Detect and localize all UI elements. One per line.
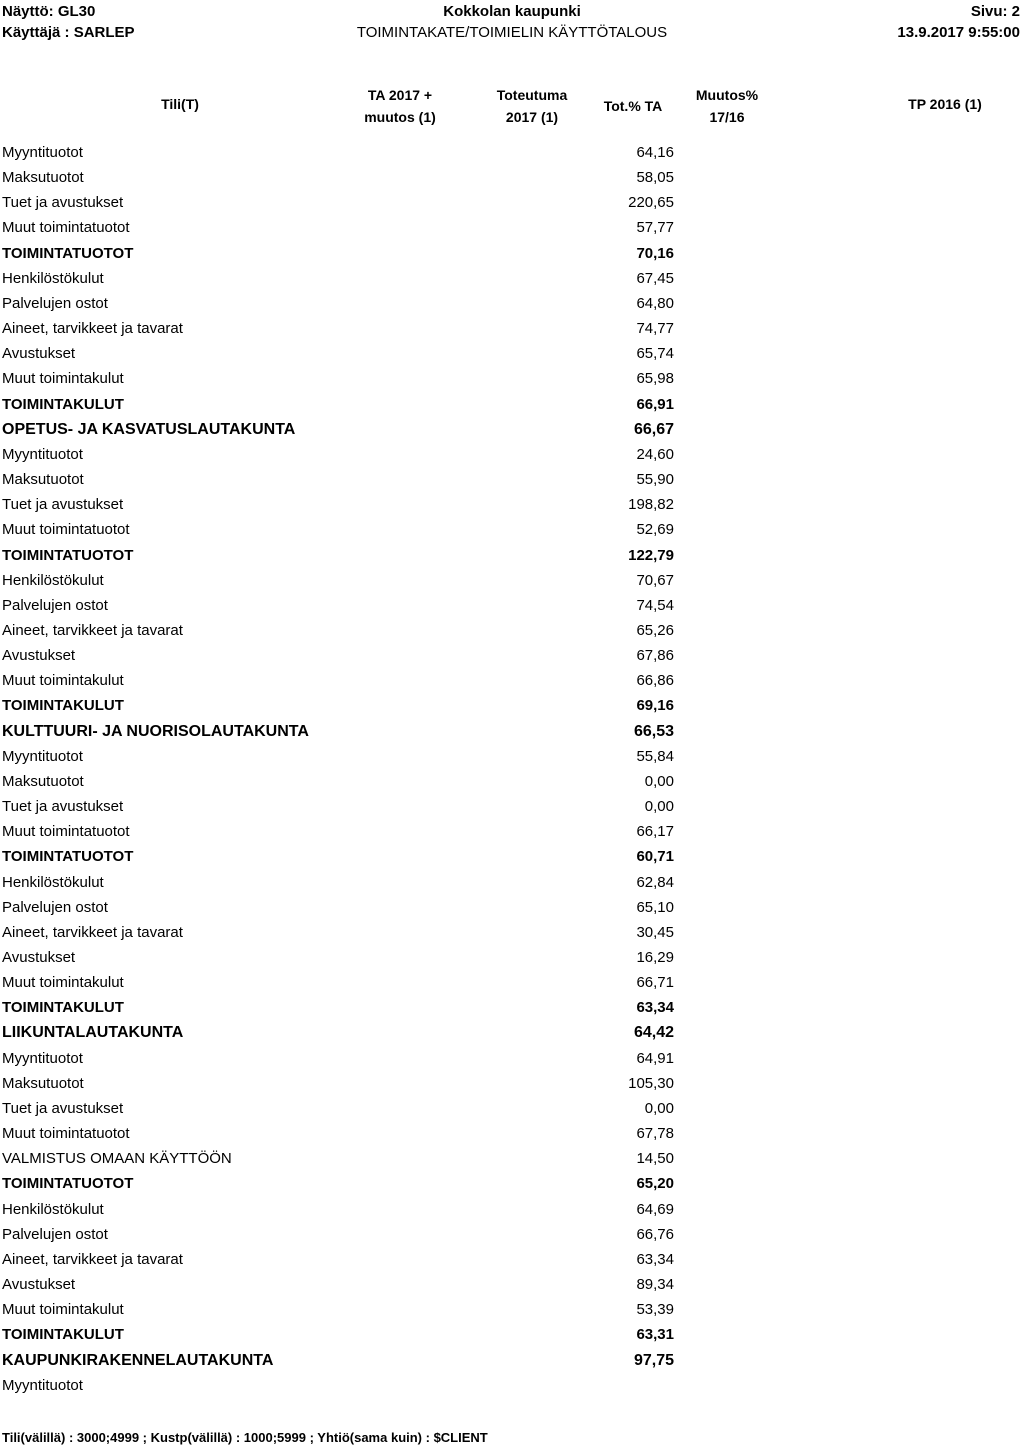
row-pct-ta-value: 105,30 bbox=[628, 1074, 674, 1092]
table-row bbox=[0, 995, 1024, 1020]
row-pct-ta-value: 66,71 bbox=[636, 974, 674, 992]
row-pct-ta-value: 58,05 bbox=[636, 169, 674, 187]
row-pct-ta-value: 66,76 bbox=[636, 1225, 674, 1243]
row-pct-ta-value: 66,91 bbox=[636, 395, 674, 413]
row-label: LIIKUNTALAUTAKUNTA bbox=[2, 1024, 184, 1042]
table-row bbox=[0, 970, 1024, 995]
row-pct-ta-value: 67,78 bbox=[636, 1125, 674, 1143]
row-label: TOIMINTAKULUT bbox=[2, 999, 124, 1017]
table-row bbox=[0, 568, 1024, 593]
table-row bbox=[0, 366, 1024, 391]
table-row bbox=[0, 693, 1024, 718]
page-number: Sivu: 2 bbox=[970, 3, 1020, 20]
table-row bbox=[0, 266, 1024, 291]
row-pct-ta-value: 65,98 bbox=[636, 370, 674, 388]
col-change-line2: 17/16 bbox=[709, 109, 745, 125]
col-actual-line1: Toteutuma bbox=[496, 87, 568, 103]
row-pct-ta-value: 220,65 bbox=[628, 194, 674, 212]
table-row bbox=[0, 543, 1024, 568]
table-row bbox=[0, 1171, 1024, 1196]
row-label: Muut toimintakulut bbox=[2, 1301, 124, 1319]
row-pct-ta-value: 198,82 bbox=[628, 496, 674, 514]
table-row bbox=[0, 467, 1024, 492]
row-label: TOIMINTAKULUT bbox=[2, 1326, 124, 1344]
row-pct-ta-value: 67,45 bbox=[636, 269, 674, 287]
table-row bbox=[0, 945, 1024, 970]
table-row bbox=[0, 719, 1024, 744]
row-pct-ta-value: 70,67 bbox=[636, 571, 674, 589]
row-label: Muut toimintakulut bbox=[2, 672, 124, 690]
col-tp2016: TP 2016 (1) bbox=[908, 96, 982, 112]
row-pct-ta-value: 63,34 bbox=[636, 1250, 674, 1268]
row-pct-ta-value: 55,84 bbox=[636, 747, 674, 765]
row-pct-ta-value: 67,86 bbox=[636, 647, 674, 665]
table-row bbox=[0, 1046, 1024, 1071]
table-row bbox=[0, 215, 1024, 240]
table-row bbox=[0, 794, 1024, 819]
row-label: Avustukset bbox=[2, 949, 76, 966]
table-row bbox=[0, 895, 1024, 920]
table-row bbox=[0, 1071, 1024, 1096]
table-row bbox=[0, 1146, 1024, 1171]
row-label: Muut toimintakulut bbox=[2, 370, 124, 388]
row-pct-ta-value: 122,79 bbox=[628, 546, 674, 564]
row-pct-ta-value: 69,16 bbox=[636, 697, 674, 715]
row-label: Tuet ja avustukset bbox=[2, 496, 124, 514]
table-row bbox=[0, 643, 1024, 668]
row-pct-ta-value: 63,34 bbox=[636, 999, 674, 1017]
row-label: Myyntituotot bbox=[2, 445, 83, 463]
user-name: Käyttäjä : SARLEP bbox=[2, 24, 135, 41]
row-label: Tuet ja avustukset bbox=[2, 798, 124, 816]
table-row bbox=[0, 492, 1024, 517]
row-label: Muut toimintatuotot bbox=[2, 521, 130, 539]
filter-footer: Tili(välillä) : 3000;4999 ; Kustp(välillä) : 1000;5999 ; Yhtiö(sama kuin) : $CLIENT bbox=[2, 1430, 488, 1445]
col-actual-line2: 2017 (1) bbox=[505, 109, 559, 125]
table-row bbox=[0, 618, 1024, 643]
row-label: Palvelujen ostot bbox=[2, 596, 108, 614]
row-label: Myyntituotot bbox=[2, 1049, 83, 1067]
table-row bbox=[0, 920, 1024, 945]
row-label: Maksutuotot bbox=[2, 471, 84, 489]
table-row bbox=[0, 769, 1024, 794]
report-datetime: 13.9.2017 9:55:00 bbox=[897, 24, 1020, 41]
row-pct-ta-value: 0,00 bbox=[644, 1099, 674, 1117]
row-label: Palvelujen ostot bbox=[2, 294, 108, 312]
row-pct-ta-value: 64,69 bbox=[636, 1200, 674, 1218]
row-pct-ta-value: 74,77 bbox=[636, 320, 674, 338]
col-pct-ta: Tot.% TA bbox=[603, 98, 663, 114]
table-row bbox=[0, 1247, 1024, 1272]
table-row bbox=[0, 1297, 1024, 1322]
col-budget bbox=[345, 84, 455, 128]
row-label: TOIMINTAKULUT bbox=[2, 395, 124, 413]
row-pct-ta-value: 55,90 bbox=[636, 471, 674, 489]
col-account: Tili(T) bbox=[161, 96, 199, 112]
row-pct-ta-value: 64,16 bbox=[636, 144, 674, 161]
table-row bbox=[0, 517, 1024, 542]
table-row bbox=[0, 1222, 1024, 1247]
row-pct-ta-value: 30,45 bbox=[636, 923, 674, 941]
table-row bbox=[0, 844, 1024, 869]
row-pct-ta-value: 65,10 bbox=[636, 898, 674, 916]
row-pct-ta-value: 60,71 bbox=[636, 848, 674, 866]
row-pct-ta-value: 66,86 bbox=[636, 672, 674, 690]
table-row bbox=[0, 1121, 1024, 1146]
row-label: Muut toimintakulut bbox=[2, 974, 124, 992]
table-row bbox=[0, 1373, 1024, 1398]
row-label: Henkilöstökulut bbox=[2, 1200, 104, 1218]
row-pct-ta-value: 63,31 bbox=[636, 1326, 674, 1344]
row-label: Aineet, tarvikkeet ja tavarat bbox=[2, 1250, 183, 1268]
table-row bbox=[0, 1096, 1024, 1121]
row-label: TOIMINTATUOTOT bbox=[2, 848, 134, 866]
table-row bbox=[0, 316, 1024, 341]
row-pct-ta-value: 97,75 bbox=[633, 1351, 674, 1369]
table-row bbox=[0, 1020, 1024, 1045]
row-label: Aineet, tarvikkeet ja tavarat bbox=[2, 923, 183, 941]
row-label: Aineet, tarvikkeet ja tavarat bbox=[2, 621, 183, 639]
row-pct-ta-value: 65,74 bbox=[636, 345, 674, 363]
table-row bbox=[0, 819, 1024, 844]
row-pct-ta-value: 70,16 bbox=[636, 244, 674, 262]
row-label: Muut toimintatuotot bbox=[2, 823, 130, 841]
row-pct-ta-value: 57,77 bbox=[636, 219, 674, 237]
row-pct-ta-value: 53,39 bbox=[636, 1301, 674, 1319]
row-label: Palvelujen ostot bbox=[2, 898, 108, 916]
row-label: Henkilöstökulut bbox=[2, 873, 104, 891]
table-row bbox=[0, 190, 1024, 215]
row-pct-ta-value: 89,34 bbox=[636, 1276, 674, 1294]
table-row bbox=[0, 1197, 1024, 1222]
row-label: Muut toimintatuotot bbox=[2, 1125, 130, 1143]
row-pct-ta-value: 24,60 bbox=[636, 445, 674, 463]
row-label: Tuet ja avustukset bbox=[2, 194, 124, 212]
row-label: Avustukset bbox=[2, 647, 76, 665]
row-pct-ta-value: 64,91 bbox=[636, 1049, 674, 1067]
col-actual bbox=[477, 84, 587, 128]
table-row bbox=[0, 1348, 1024, 1373]
table-row bbox=[0, 593, 1024, 618]
row-pct-ta-value: 66,17 bbox=[636, 823, 674, 841]
row-pct-ta-value: 64,80 bbox=[636, 294, 674, 312]
row-label: Henkilöstökulut bbox=[2, 269, 104, 287]
report-title: TOIMINTAKATE/TOIMIELIN KÄYTTÖTALOUS bbox=[356, 24, 668, 41]
row-pct-ta-value: 66,67 bbox=[633, 420, 674, 438]
row-label: Myyntituotot bbox=[2, 144, 83, 161]
row-pct-ta-value: 65,20 bbox=[636, 1175, 674, 1193]
col-change-line1: Muutos% bbox=[695, 87, 759, 103]
row-label: Aineet, tarvikkeet ja tavarat bbox=[2, 320, 183, 338]
row-label: Palvelujen ostot bbox=[2, 1225, 108, 1243]
table-row bbox=[0, 870, 1024, 895]
row-pct-ta-value: 64,42 bbox=[633, 1024, 674, 1042]
row-label: Avustukset bbox=[2, 345, 76, 363]
row-label: Myyntituotot bbox=[2, 747, 83, 765]
row-label: TOIMINTATUOTOT bbox=[2, 546, 134, 564]
row-label: OPETUS- JA KASVATUSLAUTAKUNTA bbox=[2, 420, 296, 438]
row-pct-ta-value: 16,29 bbox=[636, 949, 674, 966]
col-budget-line2: muutos (1) bbox=[364, 109, 436, 125]
table-row bbox=[0, 1272, 1024, 1297]
row-label: TOIMINTATUOTOT bbox=[2, 1175, 134, 1193]
table-row bbox=[0, 165, 1024, 190]
row-label: TOIMINTATUOTOT bbox=[2, 244, 134, 262]
table-row bbox=[0, 442, 1024, 467]
row-pct-ta-value: 0,00 bbox=[644, 798, 674, 816]
table-row bbox=[0, 417, 1024, 442]
row-label: Tuet ja avustukset bbox=[2, 1099, 124, 1117]
row-pct-ta-value: 74,54 bbox=[636, 596, 674, 614]
row-pct-ta-value: 65,26 bbox=[636, 621, 674, 639]
row-pct-ta-value: 52,69 bbox=[636, 521, 674, 539]
row-label: KAUPUNKIRAKENNELAUTAKUNTA bbox=[2, 1351, 274, 1369]
table-row bbox=[0, 241, 1024, 266]
row-label: Avustukset bbox=[2, 1276, 76, 1294]
row-pct-ta-value: 0,00 bbox=[644, 772, 674, 790]
table-row bbox=[0, 668, 1024, 693]
table-row bbox=[0, 341, 1024, 366]
table-row bbox=[0, 1322, 1024, 1347]
organization-name: Kokkolan kaupunki bbox=[443, 3, 581, 20]
row-pct-ta-value: 62,84 bbox=[636, 873, 674, 891]
row-label: Henkilöstökulut bbox=[2, 571, 104, 589]
table-row bbox=[0, 744, 1024, 769]
table-row bbox=[0, 392, 1024, 417]
row-label: Maksutuotot bbox=[2, 1074, 84, 1092]
row-pct-ta-value: 14,50 bbox=[636, 1150, 674, 1168]
table-row bbox=[0, 291, 1024, 316]
row-pct-ta-value: 66,53 bbox=[633, 722, 674, 740]
row-label: Maksutuotot bbox=[2, 772, 84, 790]
row-label: TOIMINTAKULUT bbox=[2, 697, 124, 715]
screen-id: Näyttö: GL30 bbox=[2, 3, 96, 20]
table-row bbox=[0, 140, 1024, 165]
report-rows bbox=[0, 140, 1024, 1398]
row-label: KULTTUURI- JA NUORISOLAUTAKUNTA bbox=[2, 722, 309, 740]
row-label: Myyntituotot bbox=[2, 1376, 83, 1394]
row-label: Muut toimintatuotot bbox=[2, 219, 130, 237]
col-budget-line1: TA 2017 + bbox=[367, 87, 433, 103]
row-label: VALMISTUS OMAAN KÄYTTÖÖN bbox=[2, 1150, 232, 1168]
row-label: Maksutuotot bbox=[2, 169, 84, 187]
col-change bbox=[672, 84, 782, 128]
